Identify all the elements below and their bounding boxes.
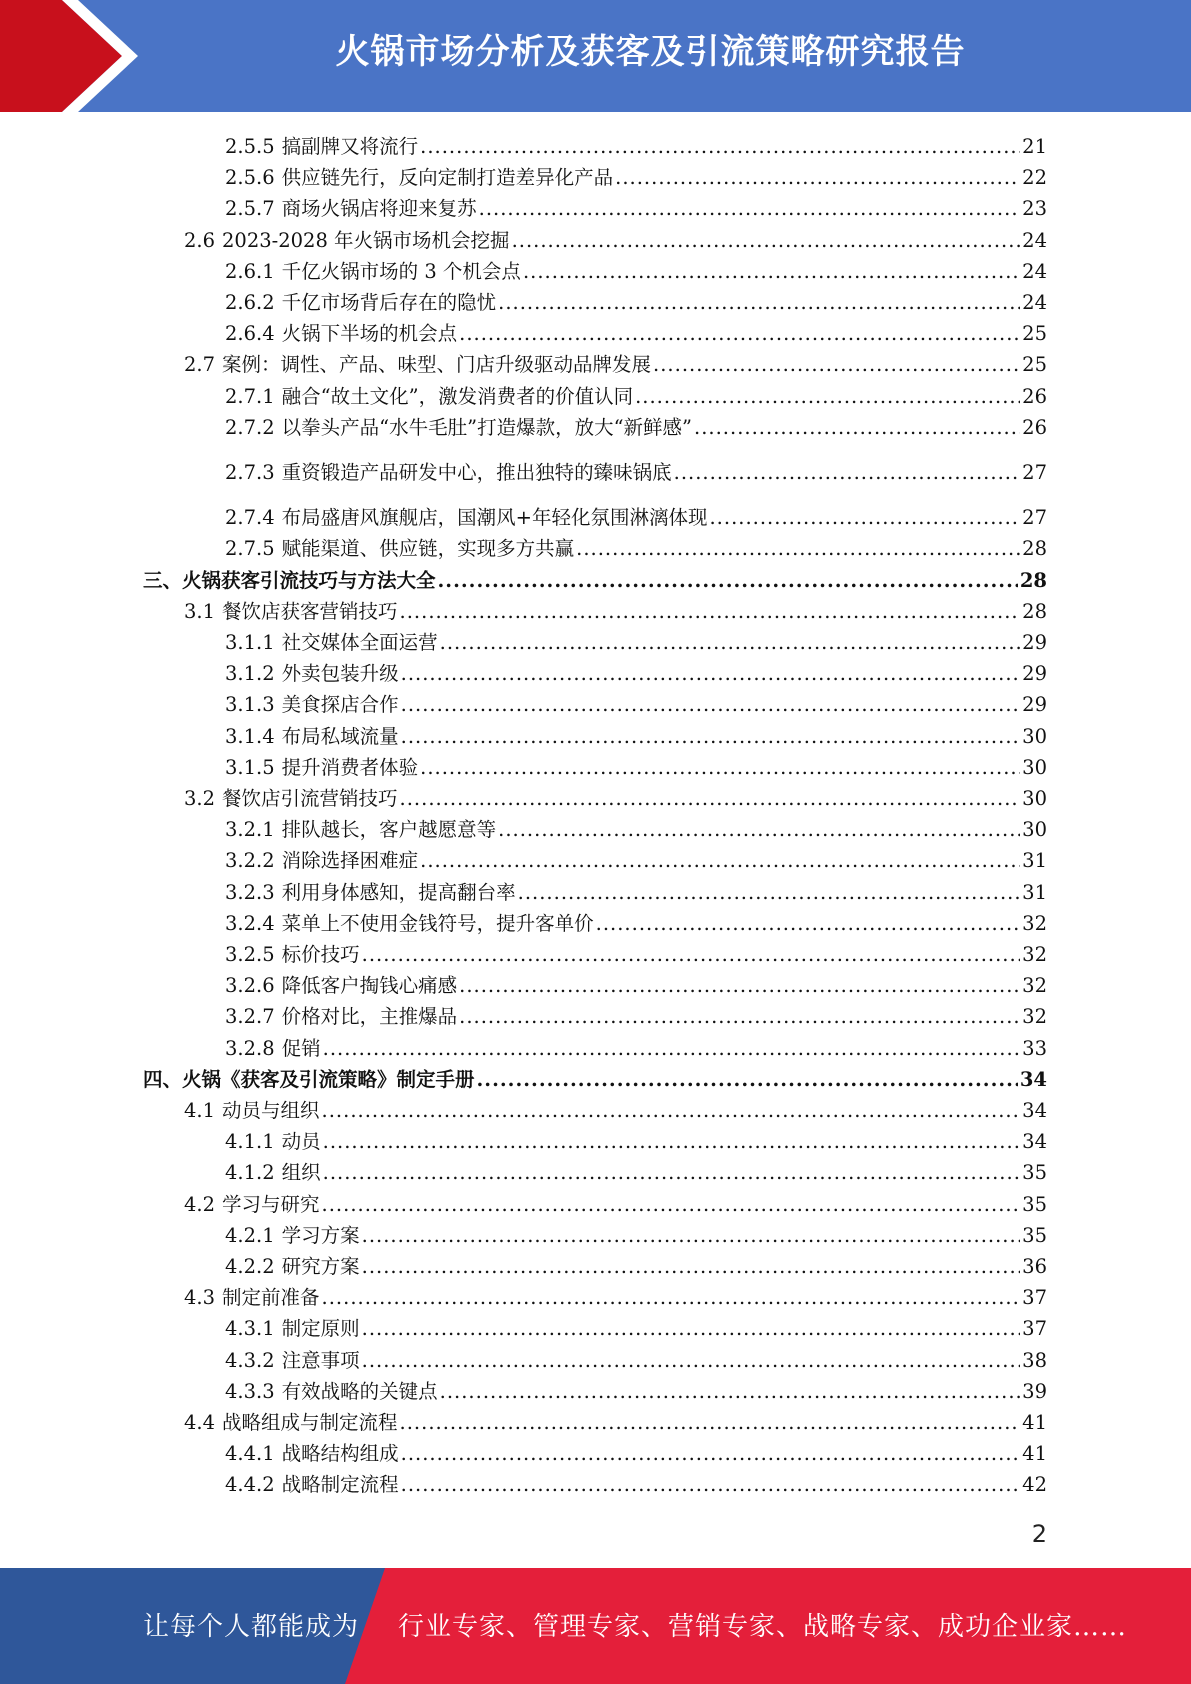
toc-entry[interactable] [0, 780, 1047, 811]
toc-entry[interactable] [0, 1092, 1047, 1123]
toc-entry[interactable] [0, 624, 1047, 655]
toc-entry-title: 标价技巧 [281, 943, 360, 966]
toc-entry[interactable] [0, 842, 1047, 873]
toc-entry-title: 战略结构组成 [281, 1442, 399, 1466]
toc-leader-dots [323, 1130, 1021, 1154]
toc-entry[interactable] [0, 159, 1047, 190]
toc-entry-page: 32 [1022, 974, 1047, 998]
toc-entry-title: 利用身体感知，提高翻台率 [281, 880, 516, 904]
toc-entry-page: 35 [1022, 1192, 1047, 1216]
toc-entry-number: 4.2.2 [225, 1255, 275, 1278]
toc-leader-dots [420, 135, 1020, 159]
toc-entry-title: 四、火锅《获客及引流策略》制定手册 [143, 1067, 475, 1091]
toc-leader-dots [362, 1349, 1021, 1373]
toc-entry-title: 美食探店合作 [281, 693, 399, 717]
toc-entry-page: 30 [1022, 755, 1047, 779]
toc-leader-dots [322, 1286, 1021, 1310]
toc-entry-page: 24 [1022, 259, 1047, 283]
toc-entry-page: 29 [1022, 662, 1047, 686]
toc-entry-page: 28 [1022, 537, 1047, 561]
toc-entry-title: 布局私域流量 [281, 724, 399, 748]
toc-entry[interactable] [0, 655, 1047, 686]
toc-leader-dots [653, 353, 1020, 377]
toc-entry[interactable] [0, 1030, 1047, 1061]
toc-entry-page: 34 [1019, 1067, 1047, 1091]
toc-entry-number: 2.7 [184, 353, 216, 377]
toc-leader-dots [615, 166, 1020, 190]
toc-leader-dots [362, 1317, 1021, 1341]
toc-entry-page: 24 [1022, 228, 1047, 252]
toc-entry-number: 4.1 [184, 1099, 216, 1122]
toc-entry-title: 促销 [281, 1036, 321, 1060]
toc-entry-title: 2023-2028 年火锅市场机会挖掘 [222, 228, 510, 252]
toc-entry-page: 42 [1022, 1473, 1047, 1497]
toc-entry-number: 3.2.3 [225, 880, 275, 904]
toc-leader-dots [635, 385, 1020, 409]
page-header [0, 0, 1191, 112]
toc-entry[interactable] [0, 686, 1047, 717]
toc-entry-number: 2.7.1 [225, 384, 275, 408]
toc-leader-dots [498, 291, 1020, 315]
toc-entry-page: 29 [1022, 693, 1047, 717]
toc-entry-title: 千亿火锅市场的 3 个机会点 [281, 259, 521, 283]
toc-entry-number: 4.3.1 [225, 1317, 275, 1341]
toc-leader-dots [694, 416, 1020, 440]
page-footer [0, 1568, 1191, 1684]
toc-entry-title: 降低客户掏钱心痛感 [281, 974, 458, 998]
toc-leader-dots [438, 569, 1018, 593]
toc-leader-dots [362, 1255, 1021, 1279]
toc-entry-number: 2.6.2 [225, 291, 275, 314]
toc-entry-number: 2.7.3 [225, 461, 275, 484]
toc-entry[interactable] [0, 253, 1047, 284]
toc-leader-dots [420, 756, 1020, 780]
toc-leader-dots [323, 1161, 1021, 1185]
toc-entry-number: 3.2.1 [225, 818, 275, 842]
toc-entry-number: 4.4.2 [225, 1473, 275, 1497]
toc-entry[interactable] [0, 905, 1047, 936]
footer-tagline: 行业专家、管理专家、营销专家、战略专家、成功企业家…… [398, 1612, 1128, 1642]
toc-entry-number: 3.2.2 [225, 849, 275, 873]
toc-entry-number: 3.1.4 [225, 724, 275, 748]
toc-entry[interactable] [0, 1373, 1047, 1404]
toc-entry-title: 学习方案 [281, 1223, 360, 1247]
toc-entry-title: 消除选择困难症 [281, 849, 419, 873]
toc-entry-number: 4.1.2 [225, 1161, 275, 1185]
toc-entry-page: 37 [1022, 1286, 1047, 1310]
toc-leader-dots [709, 506, 1020, 530]
toc-entry-page: 25 [1022, 322, 1047, 346]
toc-entry-page: 27 [1022, 506, 1047, 530]
toc-entry-title: 社交媒体全面运营 [281, 631, 438, 654]
toc-entry-title: 菜单上不使用金钱符号，提升客单价 [281, 911, 594, 935]
toc-entry-number: 4.3 [184, 1286, 216, 1310]
toc-entry-title: 动员 [281, 1130, 321, 1154]
toc-leader-dots [440, 631, 1021, 655]
toc-entry[interactable] [0, 378, 1047, 409]
toc-entry-number: 3.1.2 [225, 662, 275, 686]
toc-leader-dots [576, 537, 1020, 561]
toc-entry-title: 重资锻造产品研发中心，推出独特的臻味锅底 [281, 461, 672, 484]
toc-leader-dots [459, 1005, 1020, 1029]
toc-leader-dots [322, 1099, 1021, 1123]
toc-entry-page: 33 [1022, 1036, 1047, 1060]
toc-entry-title: 有效战略的关键点 [281, 1379, 438, 1403]
toc-entry-title: 赋能渠道、供应链，实现多方共赢 [281, 537, 575, 561]
toc-leader-dots [401, 1442, 1021, 1466]
toc-entry-title: 千亿市场背后存在的隐忧 [281, 291, 497, 314]
toc-entry-page: 30 [1022, 818, 1047, 842]
toc-entry[interactable] [0, 1186, 1047, 1217]
toc-entry-number: 3.1.5 [225, 755, 275, 779]
toc-entry-title: 动员与组织 [222, 1099, 320, 1122]
toc-leader-dots [518, 881, 1021, 905]
toc-entry[interactable] [0, 346, 1047, 377]
toc-entry-title: 融合“故土文化”，激发消费者的价值认同 [281, 384, 634, 408]
toc-entry-page: 37 [1022, 1317, 1047, 1341]
toc-entry-page: 32 [1022, 1005, 1047, 1029]
toc-entry-number: 2.7.4 [225, 506, 275, 530]
toc-entry-page: 28 [1019, 568, 1047, 592]
toc-entry[interactable] [0, 1248, 1047, 1279]
toc-entry[interactable] [0, 749, 1047, 780]
toc-entry-number: 3.2.7 [225, 1005, 275, 1029]
toc-leader-dots [512, 229, 1021, 253]
toc-entry-page: 32 [1022, 943, 1047, 966]
toc-entry-page: 30 [1022, 724, 1047, 748]
toc-entry[interactable] [0, 1466, 1047, 1497]
toc-entry-page: 26 [1022, 384, 1047, 408]
toc-leader-dots [401, 662, 1021, 686]
footer-slogan: 让每个人都能成为 [143, 1612, 360, 1642]
toc-entry-title: 战略制定流程 [281, 1473, 399, 1497]
toc-entry-title: 排队越长，客户越愿意等 [281, 818, 497, 842]
toc-entry-number: 4.2.1 [225, 1223, 275, 1247]
toc-entry[interactable] [0, 128, 1047, 159]
toc-entry-number: 2.5.6 [225, 166, 275, 190]
toc-leader-dots [440, 1380, 1021, 1404]
toc-entry-page: 27 [1022, 461, 1047, 484]
toc-entry-page: 21 [1022, 135, 1047, 158]
toc-entry-page: 24 [1022, 291, 1047, 314]
toc-leader-dots [459, 974, 1020, 998]
toc-entry[interactable] [0, 190, 1047, 221]
toc-entry[interactable] [0, 284, 1047, 315]
toc-entry-title: 制定前准备 [222, 1286, 320, 1310]
toc-entry-title: 火锅下半场的机会点 [281, 322, 458, 346]
toc-leader-dots [479, 197, 1021, 221]
report-title: 火锅市场分析及获客及引流策略研究报告 [335, 32, 966, 72]
toc-entry-page: 29 [1022, 631, 1047, 654]
toc-entry-page: 35 [1022, 1223, 1047, 1247]
toc-entry-page: 41 [1022, 1442, 1047, 1466]
toc-entry[interactable] [0, 967, 1047, 998]
toc-entry-title: 案例：调性、产品、味型、门店升级驱动品牌发展 [222, 353, 652, 377]
toc-entry-number: 2.5.5 [225, 135, 275, 158]
toc-entry[interactable] [0, 1123, 1047, 1154]
toc-entry[interactable] [0, 593, 1047, 624]
toc-entry-title: 提升消费者体验 [281, 755, 419, 779]
toc-entry-number: 3.2.6 [225, 974, 275, 998]
toc-leader-dots [596, 912, 1021, 936]
toc-entry[interactable] [0, 222, 1047, 253]
toc-entry-number: 3.1.3 [225, 693, 275, 717]
toc-entry-page: 39 [1022, 1379, 1047, 1403]
toc-leader-dots [523, 260, 1020, 284]
toc-entry[interactable] [0, 315, 1047, 346]
toc-entry-number: 2.6.1 [225, 259, 275, 283]
toc-entry[interactable] [0, 530, 1047, 561]
toc-entry-title: 三、火锅获客引流技巧与方法大全 [143, 568, 436, 592]
toc-entry-page: 30 [1022, 787, 1047, 810]
toc-entry-title: 注意事项 [281, 1348, 360, 1372]
toc-leader-dots [362, 943, 1021, 967]
toc-entry-title: 商场火锅店将迎来复苏 [281, 197, 477, 221]
toc-entry-page: 32 [1022, 911, 1047, 935]
toc-leader-dots [401, 693, 1021, 717]
toc-entry-page: 22 [1022, 166, 1047, 190]
toc-entry-number: 2.5.7 [225, 197, 275, 221]
toc-leader-dots [400, 1411, 1021, 1435]
toc-leader-dots [400, 787, 1021, 811]
toc-entry-number: 2.7.2 [225, 415, 275, 439]
toc-entry[interactable] [0, 1279, 1047, 1310]
toc-entry-number: 3.1 [184, 599, 216, 623]
toc-leader-dots [401, 725, 1021, 749]
toc-entry[interactable] [0, 454, 1047, 485]
toc-entry-page: 25 [1022, 353, 1047, 377]
toc-entry-page: 31 [1022, 880, 1047, 904]
toc-entry-page: 23 [1022, 197, 1047, 221]
toc-entry-title: 价格对比，主推爆品 [281, 1005, 458, 1029]
toc-entry-page: 35 [1022, 1161, 1047, 1185]
toc-entry[interactable] [0, 409, 1047, 440]
toc-entry-title: 以拳头产品“水牛毛肚”打造爆款，放大“新鲜感” [281, 415, 693, 439]
toc-entry-page: 38 [1022, 1348, 1047, 1372]
toc-entry-number: 4.1.1 [225, 1130, 275, 1154]
toc-entry-number: 4.3.2 [225, 1348, 275, 1372]
toc-entry-title: 研究方案 [281, 1255, 360, 1278]
toc-entry-title: 学习与研究 [222, 1192, 320, 1216]
toc-leader-dots [477, 1068, 1018, 1092]
toc-entry-page: 34 [1022, 1130, 1047, 1154]
toc-entry[interactable] [0, 1154, 1047, 1185]
toc-entry[interactable] [0, 718, 1047, 749]
toc-entry-number: 2.6 [184, 228, 216, 252]
toc-entry[interactable] [0, 499, 1047, 530]
toc-leader-dots [420, 849, 1020, 873]
toc-entry-title: 组织 [281, 1161, 321, 1185]
toc-entry-number: 3.2.8 [225, 1036, 275, 1060]
toc-entry-page: 31 [1022, 849, 1047, 873]
toc-entry[interactable] [0, 874, 1047, 905]
toc-entry[interactable] [0, 936, 1047, 967]
toc-entry-title: 战略组成与制定流程 [222, 1411, 398, 1434]
toc-entry-number: 4.2 [184, 1192, 216, 1216]
toc-entry-number: 3.1.1 [225, 631, 275, 654]
toc-entry[interactable] [0, 562, 1047, 593]
toc-entry-number: 3.2.4 [225, 911, 275, 935]
page-number: 2 [1031, 1520, 1047, 1548]
toc-entry-page: 36 [1022, 1255, 1047, 1278]
toc-entry[interactable] [0, 1342, 1047, 1373]
toc-entry[interactable] [0, 998, 1047, 1029]
toc-leader-dots [401, 1473, 1021, 1497]
toc-entry-title: 外卖包装升级 [281, 662, 399, 686]
toc-entry-title: 餐饮店获客营销技巧 [222, 599, 398, 623]
toc-entry[interactable] [0, 1310, 1047, 1341]
toc-entry-number: 2.7.5 [225, 537, 275, 561]
header-arrow-decoration [0, 0, 160, 112]
toc-leader-dots [323, 1037, 1021, 1061]
toc-entry-number: 4.4 [184, 1411, 216, 1434]
toc-entry[interactable] [0, 811, 1047, 842]
toc-entry-number: 2.6.4 [225, 322, 275, 346]
toc-entry[interactable] [0, 1435, 1047, 1466]
toc-leader-dots [498, 818, 1020, 842]
toc-entry-title: 制定原则 [281, 1317, 360, 1341]
toc-entry-title: 餐饮店引流营销技巧 [222, 787, 398, 810]
toc-leader-dots [459, 322, 1020, 346]
toc-entry-number: 3.2.5 [225, 943, 275, 966]
toc-leader-dots [400, 600, 1021, 624]
toc-entry[interactable] [0, 1061, 1047, 1092]
toc-entry-number: 4.3.3 [225, 1379, 275, 1403]
toc-entry[interactable] [0, 1217, 1047, 1248]
toc-entry-page: 26 [1022, 415, 1047, 439]
toc-entry-page: 28 [1022, 599, 1047, 623]
toc-leader-dots [674, 461, 1021, 485]
toc-leader-dots [322, 1193, 1021, 1217]
toc-entry-title: 搞副牌又将流行 [281, 135, 419, 158]
toc-entry-title: 布局盛唐风旗舰店，国潮风+年轻化氛围淋漓体现 [281, 506, 708, 530]
toc-entry-title: 供应链先行，反向定制打造差异化产品 [281, 166, 614, 190]
toc-entry-page: 41 [1022, 1411, 1047, 1434]
toc-entry[interactable] [0, 1404, 1047, 1435]
toc-entry-number: 4.4.1 [225, 1442, 275, 1466]
toc-entry-page: 34 [1022, 1099, 1047, 1122]
toc-leader-dots [362, 1224, 1021, 1248]
toc-entry-number: 3.2 [184, 787, 216, 810]
